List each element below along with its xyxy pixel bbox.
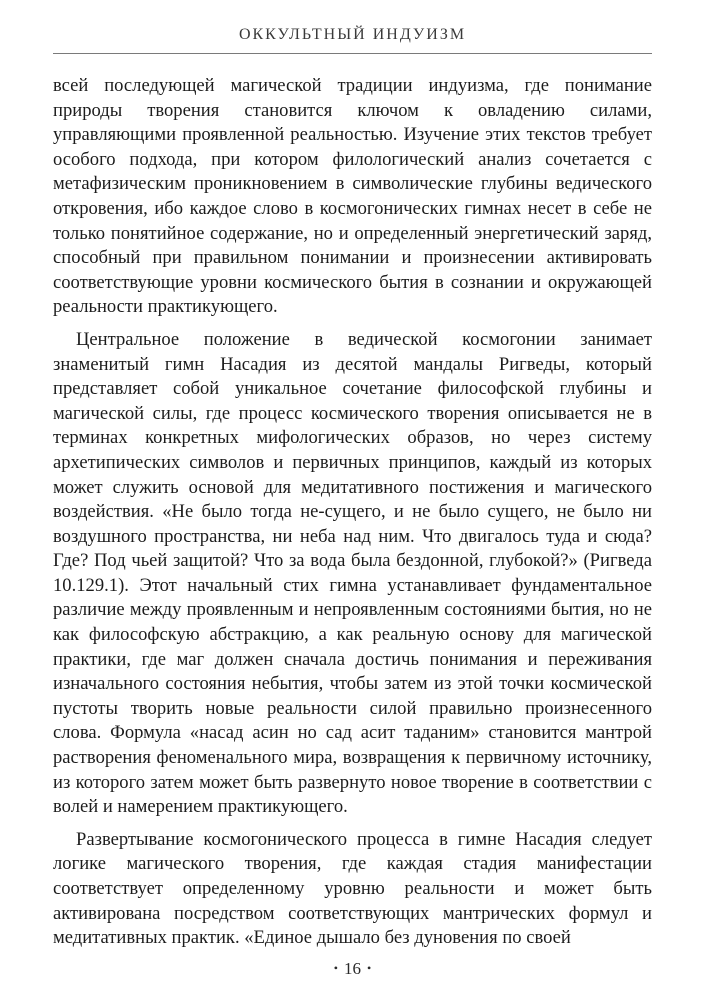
folio-ornament-right: • [367,961,372,975]
header-rule [53,53,652,54]
page-folio [0,959,705,979]
running-head: ОККУЛЬТНЫЙ ИНДУИЗМ [238,26,467,43]
body-text [53,74,652,959]
folio-ornament-left: • [333,961,338,975]
paragraph: Центральное положение в ведической космогонии занимает знаменитый гимн Насадия из десятой мандалы Ригведы, который представляет собой уникальное сочетание философской глубины и магической силы, где процесс космического творения описывается не в терминах конкретных мифологических образов, но через систему архетипических символов и первичных принципов, каждый из которых может служить основой для медитативного постижения и магического воздействия. «Не было тогда не-сущего, и не было сущего, не было ни воздушного пространства, ни неба над ним. Что двигалось туда и сюда? Где? Под чьей защитой? Что за вода была бездонной, глубокой?» (Ригведа 10.129.1). Этот начальный стих гимна устанавливает фундаментальное различие между проявленным и непроявленным состояниями бытия, но не как философскую абстракцию, а как реальную основу для магической практики, где маг должен сначала достичь понимания и переживания изначального состояния небытия, чтобы затем из этой точки космической пустоты творить новые реальности силой правильно произнесенного слова. Формула «насад асин но сад асит таданим» становится мантрой растворения феноменального мира, возвращения к первичному источнику, из которого затем может быть развернуто новое творение в соответствии с волей и намерением практикующего. [53,328,652,818]
paragraph: всей последующей магической традиции индуизма, где понимание природы творения становится ключом к овладению силами, управляющими проявленной реальностью. Изучение этих текстов требует особого подхода, при котором филологический анализ сочетается с метафизическим проникновением в символические глубины ведического откровения, ибо каждое слово в космогонических гимнах несет в себе не только понятийное содержание, но и определенный энергетический заряд, способный при правильном понимании и произнесении активировать соответствующие уровни космического бытия в сознании и окружающей реальности практикующего. [53,75,652,318]
paragraph: Развертывание космогонического процесса в гимне Насадия следует логике магического творения, где каждая стадия манифестации соответствует определенному уровню реальности и может быть активирована посредством соответствующих мантрических формул и медитативных практик. «Единое дышало без дуновения по своей [53,828,652,949]
page-number: 16 [344,959,361,978]
